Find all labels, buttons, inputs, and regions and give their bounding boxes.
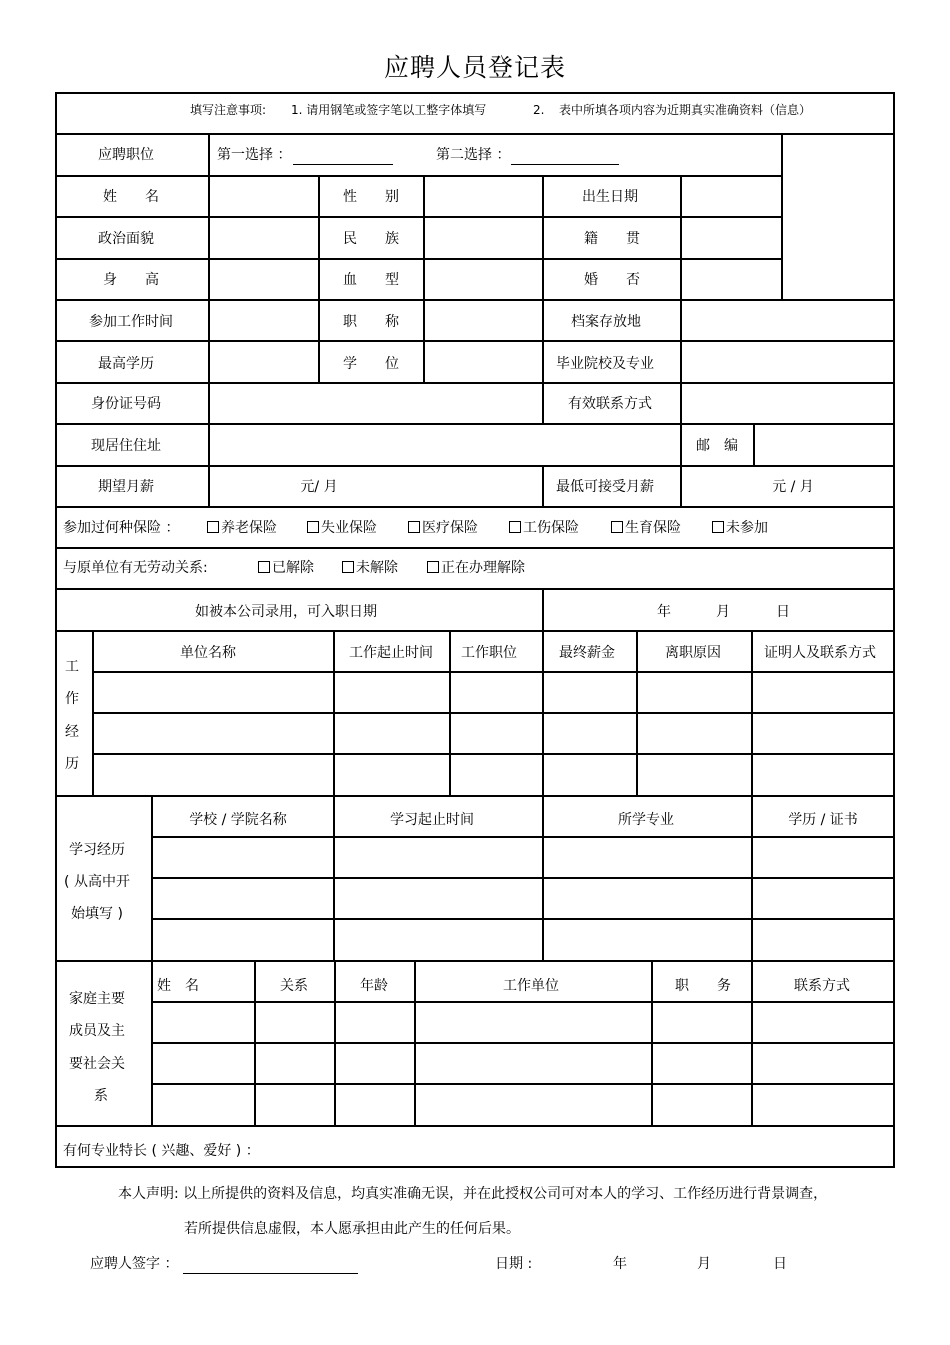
family-side-label: 系 (94, 1088, 108, 1104)
family-header-age: 年龄 (360, 978, 388, 994)
address-label: 现居住住址 (91, 438, 161, 454)
family-side-label: 要社会关 (69, 1056, 125, 1072)
col-divider (542, 795, 544, 960)
col-divider (680, 382, 682, 423)
signature-year: 年 (613, 1256, 627, 1272)
checkbox-icon (427, 561, 439, 573)
row-divider (151, 836, 895, 838)
height-label: 身 高 (103, 272, 159, 288)
title-label: 职 称 (343, 314, 399, 330)
study-header-major: 所学专业 (618, 812, 674, 828)
postcode-label: 邮 编 (696, 438, 738, 454)
specialty-label: 有何专业特长 ( 兴趣、爱好 ) ： (63, 1143, 260, 1159)
signature-label: 应聘人签字 ： (90, 1256, 179, 1272)
checkbox-icon (342, 561, 354, 573)
first-choice-label: 第一选择 ： (217, 147, 292, 163)
second-choice-label: 第二选择 ： (436, 147, 511, 163)
entry-year: 年 (657, 604, 671, 620)
checkbox-icon (207, 521, 219, 533)
work-history-side-label: 经 (65, 724, 79, 740)
row-divider (55, 216, 783, 218)
ethnicity-label: 民 族 (343, 231, 399, 247)
col-divider (542, 588, 544, 630)
row-divider (55, 1125, 895, 1127)
checkbox-icon (307, 521, 319, 533)
signature-day: 日 (773, 1256, 787, 1272)
marital-label: 婚 否 (584, 272, 640, 288)
col-divider (542, 465, 544, 506)
signature-input[interactable] (183, 1259, 358, 1274)
row-divider (55, 133, 895, 135)
row-divider (55, 630, 895, 632)
col-divider (449, 630, 451, 795)
col-divider (423, 175, 425, 382)
signature-month: 月 (697, 1256, 711, 1272)
row-divider (151, 1083, 895, 1085)
first-choice-input[interactable] (293, 150, 393, 165)
row-divider (92, 753, 895, 755)
checkbox-icon (258, 561, 270, 573)
second-choice-input[interactable] (511, 150, 619, 165)
insurance-option-none[interactable]: 未参加 (712, 519, 768, 537)
col-divider (414, 960, 416, 1125)
family-header-employer: 工作单位 (503, 978, 559, 994)
blood-type-label: 血 型 (343, 272, 399, 288)
col-divider (751, 630, 753, 795)
birth-date-label: 出生日期 (582, 189, 638, 205)
insurance-option-injury[interactable]: 工伤保险 (509, 519, 579, 537)
checkbox-icon (509, 521, 521, 533)
row-divider (55, 960, 895, 962)
col-divider (151, 795, 153, 960)
checkbox-icon (408, 521, 420, 533)
col-divider (333, 795, 335, 960)
labor-relation-label: 与原单位有无劳动关系: (63, 560, 208, 576)
row-divider (55, 423, 895, 425)
expected-salary-label: 期望月薪 (98, 479, 154, 495)
work-header-position: 工作职位 (461, 645, 517, 661)
expected-salary-unit: 元/ 月 (300, 479, 338, 495)
row-divider (55, 547, 895, 549)
col-divider (542, 630, 544, 795)
insurance-option-pension[interactable]: 养老保险 (207, 519, 277, 537)
entry-month: 月 (716, 604, 730, 620)
row-divider (55, 258, 783, 260)
work-header-period: 工作起止时间 (349, 645, 433, 661)
col-divider (636, 630, 638, 795)
work-history-side-label: 工 (65, 659, 79, 675)
insurance-option-medical[interactable]: 医疗保险 (408, 519, 478, 537)
row-divider (55, 588, 895, 590)
signature-date-label: 日期 : (495, 1256, 533, 1272)
study-header-degree: 学历 / 证书 (788, 812, 858, 828)
notice-item-1: 1. 请用钢笔或签字笔以工整字体填写 (291, 103, 487, 117)
row-divider (151, 877, 895, 879)
row-divider (151, 1001, 895, 1003)
contact-label: 有效联系方式 (568, 396, 652, 412)
family-header-name: 姓 名 (157, 978, 199, 994)
insurance-option-unemployment[interactable]: 失业保险 (307, 519, 377, 537)
education-label: 最高学历 (98, 356, 154, 372)
gender-label: 性 别 (343, 189, 399, 205)
work-header-company: 单位名称 (180, 645, 236, 661)
col-divider (333, 630, 335, 795)
labor-option-in-progress[interactable]: 正在办理解除 (427, 559, 525, 577)
archive-label: 档案存放地 (571, 314, 641, 330)
col-divider (92, 630, 94, 795)
study-history-side-label: 始填写 ) (71, 906, 123, 922)
study-history-side-label: 学习经历 (69, 842, 125, 858)
row-divider (92, 671, 895, 673)
degree-label: 学 位 (343, 356, 399, 372)
study-history-side-label: ( 从高中开 (64, 874, 130, 890)
col-divider (751, 960, 753, 1125)
work-header-leave-reason: 离职原因 (665, 645, 721, 661)
entry-day: 日 (776, 604, 790, 620)
col-divider (542, 175, 544, 382)
work-header-reference: 证明人及联系方式 (764, 645, 876, 661)
col-divider (542, 382, 544, 423)
labor-option-not-released[interactable]: 未解除 (342, 559, 398, 577)
notice-item-2-number: 2. (533, 103, 545, 117)
politics-label: 政治面貌 (98, 231, 154, 247)
work-history-side-label: 作 (65, 691, 79, 707)
entry-date-label: 如被本公司录用，可入职日期 (195, 604, 377, 620)
family-side-label: 成员及主 (69, 1023, 125, 1039)
col-divider (781, 133, 783, 299)
min-salary-label: 最低可接受月薪 (556, 479, 654, 495)
row-divider (55, 340, 895, 342)
declaration-line-1: 本人声明: 以上所提供的资料及信息，均真实准确无误，并在此授权公司可对本人的学习、工作经历进行背景调查， (118, 1186, 828, 1202)
row-divider (92, 712, 895, 714)
col-divider (151, 960, 153, 1125)
col-divider (680, 465, 682, 506)
min-salary-unit: 元 / 月 (772, 479, 814, 495)
study-header-school: 学校 / 学院名称 (189, 812, 287, 828)
col-divider (651, 960, 653, 1125)
declaration-line-2: 若所提供信息虚假，本人愿承担由此产生的任何后果。 (184, 1221, 520, 1237)
family-header-relation: 关系 (280, 978, 308, 994)
position-label: 应聘职位 (98, 147, 154, 163)
row-divider (55, 506, 895, 508)
row-divider (55, 175, 783, 177)
work-header-salary: 最终薪金 (559, 645, 615, 661)
name-label: 姓 名 (103, 189, 159, 205)
row-divider (55, 795, 895, 797)
family-header-position: 职 务 (675, 978, 731, 994)
notice-label: 填写注意事项: (190, 103, 267, 117)
work-history-side-label: 历 (65, 756, 79, 772)
insurance-label: 参加过何种保险 ： (63, 520, 180, 536)
native-place-label: 籍 贯 (584, 231, 640, 247)
study-header-period: 学习起止时间 (390, 812, 474, 828)
col-divider (254, 960, 256, 1125)
col-divider (680, 423, 682, 465)
family-side-label: 家庭主要 (69, 991, 125, 1007)
id-number-label: 身份证号码 (91, 396, 161, 412)
family-header-contact: 联系方式 (794, 978, 850, 994)
col-divider (753, 423, 755, 465)
checkbox-icon (611, 521, 623, 533)
checkbox-icon (712, 521, 724, 533)
page-title: 应聘人员登记表 (383, 53, 566, 82)
col-divider (334, 960, 336, 1125)
school-major-label: 毕业院校及专业 (556, 356, 654, 372)
work-start-label: 参加工作时间 (89, 314, 173, 330)
row-divider (151, 918, 895, 920)
insurance-option-maternity[interactable]: 生育保险 (611, 519, 681, 537)
col-divider (751, 795, 753, 960)
labor-option-released[interactable]: 已解除 (258, 559, 314, 577)
col-divider (680, 175, 682, 382)
notice-item-2: 表中所填各项内容为近期真实准确资料（信息） (559, 103, 812, 117)
row-divider (55, 465, 895, 467)
row-divider (151, 1042, 895, 1044)
row-divider (55, 382, 895, 384)
row-divider (55, 299, 895, 301)
col-divider (318, 175, 320, 382)
col-divider (208, 133, 210, 506)
